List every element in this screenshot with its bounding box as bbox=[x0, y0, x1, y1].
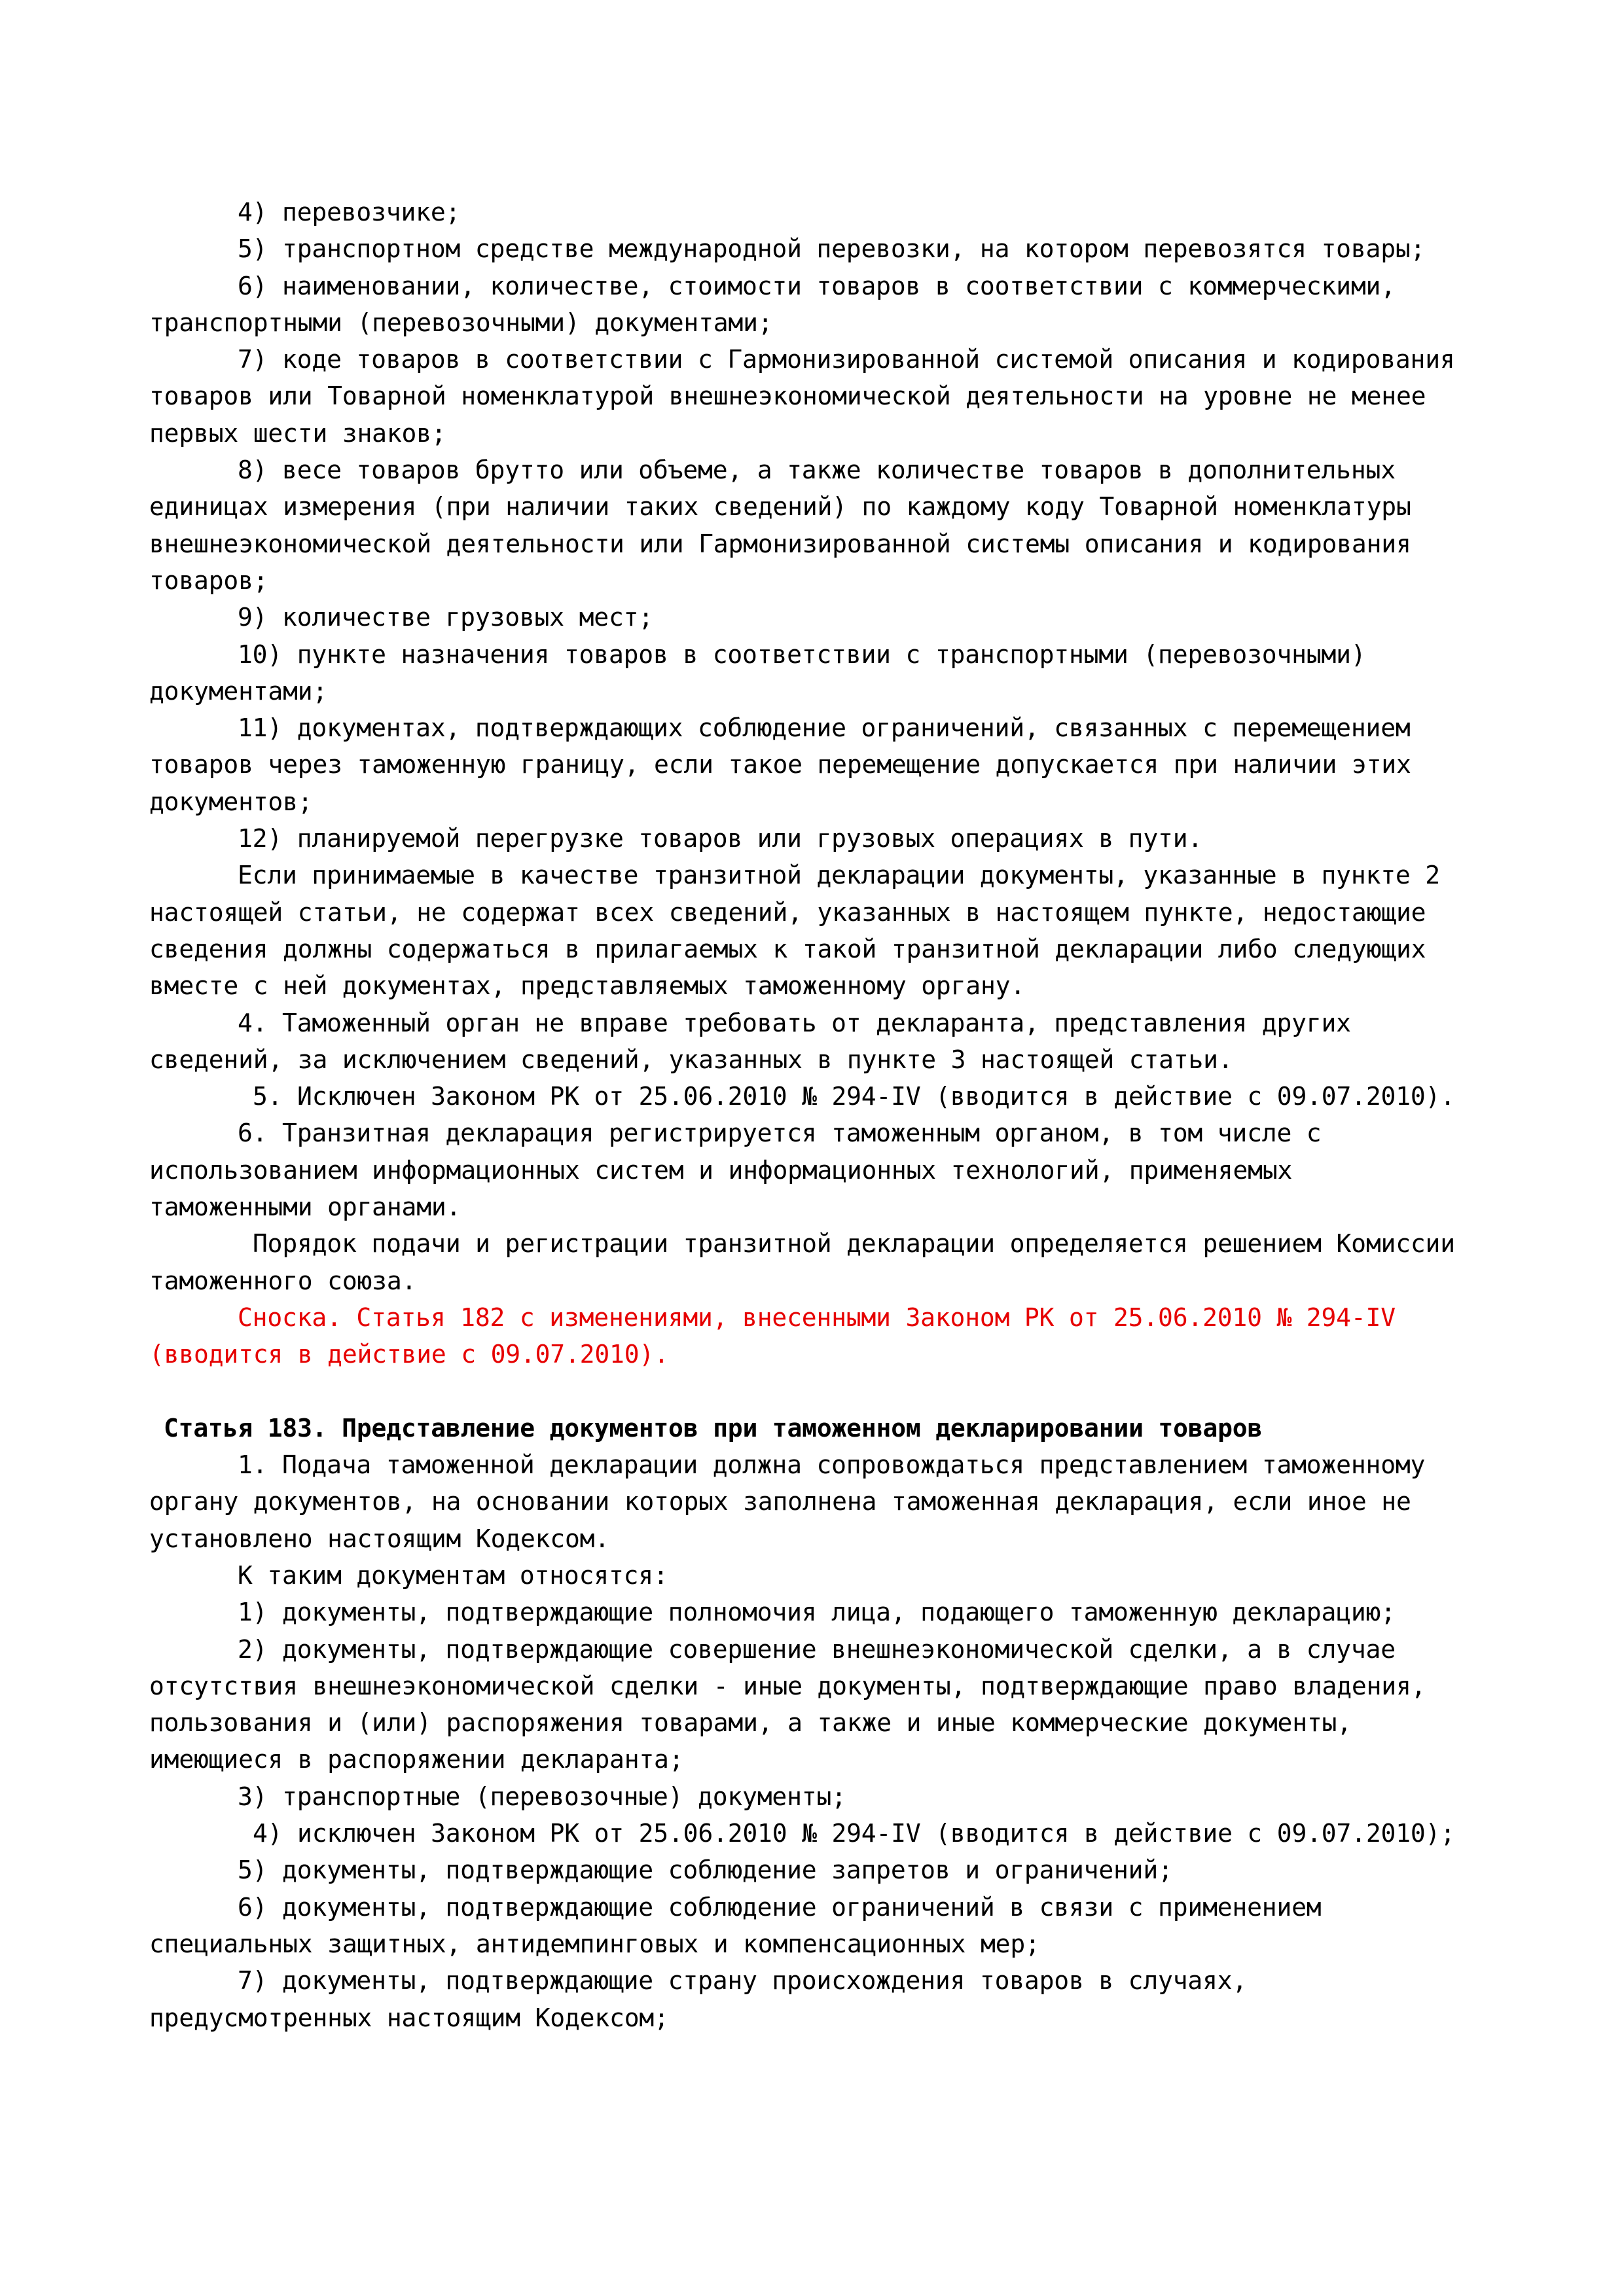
text-line: документами; bbox=[149, 676, 328, 706]
text-line: специальных защитных, антидемпинговых и компенсационных мер; bbox=[149, 1929, 1040, 1958]
text-line: транспортными (перевозочными) документами; bbox=[149, 308, 773, 337]
footnote-article-182 bbox=[149, 1299, 1498, 1373]
text-line: вместе с ней документах, представляемых таможенному органу. bbox=[149, 971, 1025, 1001]
text-line: единицах измерения (при наличии таких сведений) по каждому коду Товарной номенклатуры bbox=[149, 492, 1411, 522]
text-line: 6. Транзитная декларация регистрируется таможенным органом, в том числе с bbox=[238, 1119, 1322, 1148]
article-183-body bbox=[149, 1446, 1498, 2036]
text-line: 3) транспортные (перевозочные) документы; bbox=[238, 1782, 846, 1811]
text-line: таможенного союза. bbox=[149, 1266, 417, 1295]
text-line: настоящей статьи, не содержат всех сведений, указанных в настоящем пункте, недостающие bbox=[149, 897, 1426, 927]
text-line: К таким документам относятся: bbox=[238, 1560, 668, 1590]
text-line: предусмотренных настоящим Кодексом; bbox=[149, 2003, 669, 2032]
text-line: 4) перевозчике; bbox=[238, 198, 461, 226]
text-line: таможенными органами. bbox=[149, 1193, 461, 1222]
article-182-tail bbox=[149, 194, 1498, 1299]
text-line: внешнеэкономической деятельности или Гармонизированной системы описания и кодирования bbox=[149, 529, 1411, 558]
text-line: имеющиеся в распоряжении декларанта; bbox=[149, 1745, 684, 1774]
text-line: 7) документы, подтверждающие страну происхождения товаров в случаях, bbox=[238, 1966, 1248, 1996]
text-line: 1. Подача таможенной декларации должна сопровождаться представлением таможенному bbox=[238, 1450, 1426, 1480]
text-line: 6) документы, подтверждающие соблюдение ограничений в связи с применением bbox=[238, 1892, 1322, 1922]
text-line: 9) количестве грузовых мест; bbox=[238, 603, 653, 632]
text-line: сведения должны содержаться в прилагаемых к такой транзитной декларации либо следующих bbox=[149, 934, 1426, 963]
text-line: 6) наименовании, количестве, стоимости товаров в соответствии с коммерческими, bbox=[238, 271, 1396, 300]
text-line: 7) коде товаров в соответствии с Гармонизированной системой описания и кодирования bbox=[238, 345, 1455, 374]
text-line: отсутствия внешнеэкономической сделки - иные документы, подтверждающие право владения, bbox=[149, 1671, 1426, 1700]
text-line: товаров или Товарной номенклатурой внешнеэкономической деятельности на уровне не менее bbox=[149, 382, 1426, 411]
article-183-heading: Статья 183. Представление документов при таможенном декларировании товаров bbox=[164, 1413, 1263, 1443]
text-line: товаров через таможенную границу, если такое перемещение допускается при наличии этих bbox=[149, 750, 1411, 780]
text-line: товаров; bbox=[149, 565, 268, 595]
text-line: 5) документы, подтверждающие соблюдение запретов и ограничений; bbox=[238, 1856, 1173, 1885]
text-line: пользования и (или) распоряжения товарами, а также и иные коммерческие документы, bbox=[149, 1708, 1352, 1738]
text-line: сведений, за исключением сведений, указанных в пункте 3 настоящей статьи. bbox=[149, 1045, 1233, 1074]
text-line: 10) пункте назначения товаров в соответствии с транспортными (перевозочными) bbox=[238, 639, 1366, 669]
footnote-line: (вводится в действие с 09.07.2010). bbox=[149, 1340, 669, 1369]
footnote-line: Сноска. Статья 182 с изменениями, внесенными Законом РК от 25.06.2010 № 294-IV bbox=[238, 1302, 1396, 1332]
text-line: 1) документы, подтверждающие полномочия лица, подающего таможенную декларацию; bbox=[238, 1598, 1396, 1627]
text-line: Порядок подачи и регистрации транзитной декларации определяется решением Комиссии bbox=[253, 1229, 1455, 1259]
text-line: документов; bbox=[149, 787, 313, 816]
text-line: использованием информационных систем и информационных технологий, применяемых bbox=[149, 1155, 1293, 1185]
document-page bbox=[149, 194, 1498, 2036]
text-line: Если принимаемые в качестве транзитной декларации документы, указанные в пункте 2 bbox=[238, 861, 1440, 890]
text-line: 4. Таможенный орган не вправе требовать от декларанта, представления других bbox=[238, 1008, 1351, 1037]
text-line: 5. Исключен Законом РК от 25.06.2010 № 294-IV (вводится в действие с 09.07.2010). bbox=[253, 1082, 1455, 1111]
text-line: 5) транспортном средстве международной перевозки, на котором перевозятся товары; bbox=[238, 234, 1426, 264]
text-line: первых шести знаков; bbox=[149, 418, 446, 448]
text-line: установлено настоящим Кодексом. bbox=[149, 1524, 610, 1553]
text-line: органу документов, на основании которых заполнена таможенная декларация, если иное не bbox=[149, 1487, 1411, 1516]
text-line: 8) весе товаров брутто или объеме, а также количестве товаров в дополнительных bbox=[238, 456, 1396, 485]
blank-line bbox=[149, 1373, 1498, 1410]
text-line: 12) планируемой перегрузке товаров или грузовых операциях в пути. bbox=[238, 824, 1203, 853]
text-line: 11) документах, подтверждающих соблюдение ограничений, связанных с перемещением bbox=[238, 713, 1411, 743]
text-line: 4) исключен Законом РК от 25.06.2010 № 294-IV (вводится в действие с 09.07.2010); bbox=[253, 1819, 1455, 1848]
text-line: 2) документы, подтверждающие совершение внешнеэкономической сделки, а в случае bbox=[238, 1634, 1396, 1664]
